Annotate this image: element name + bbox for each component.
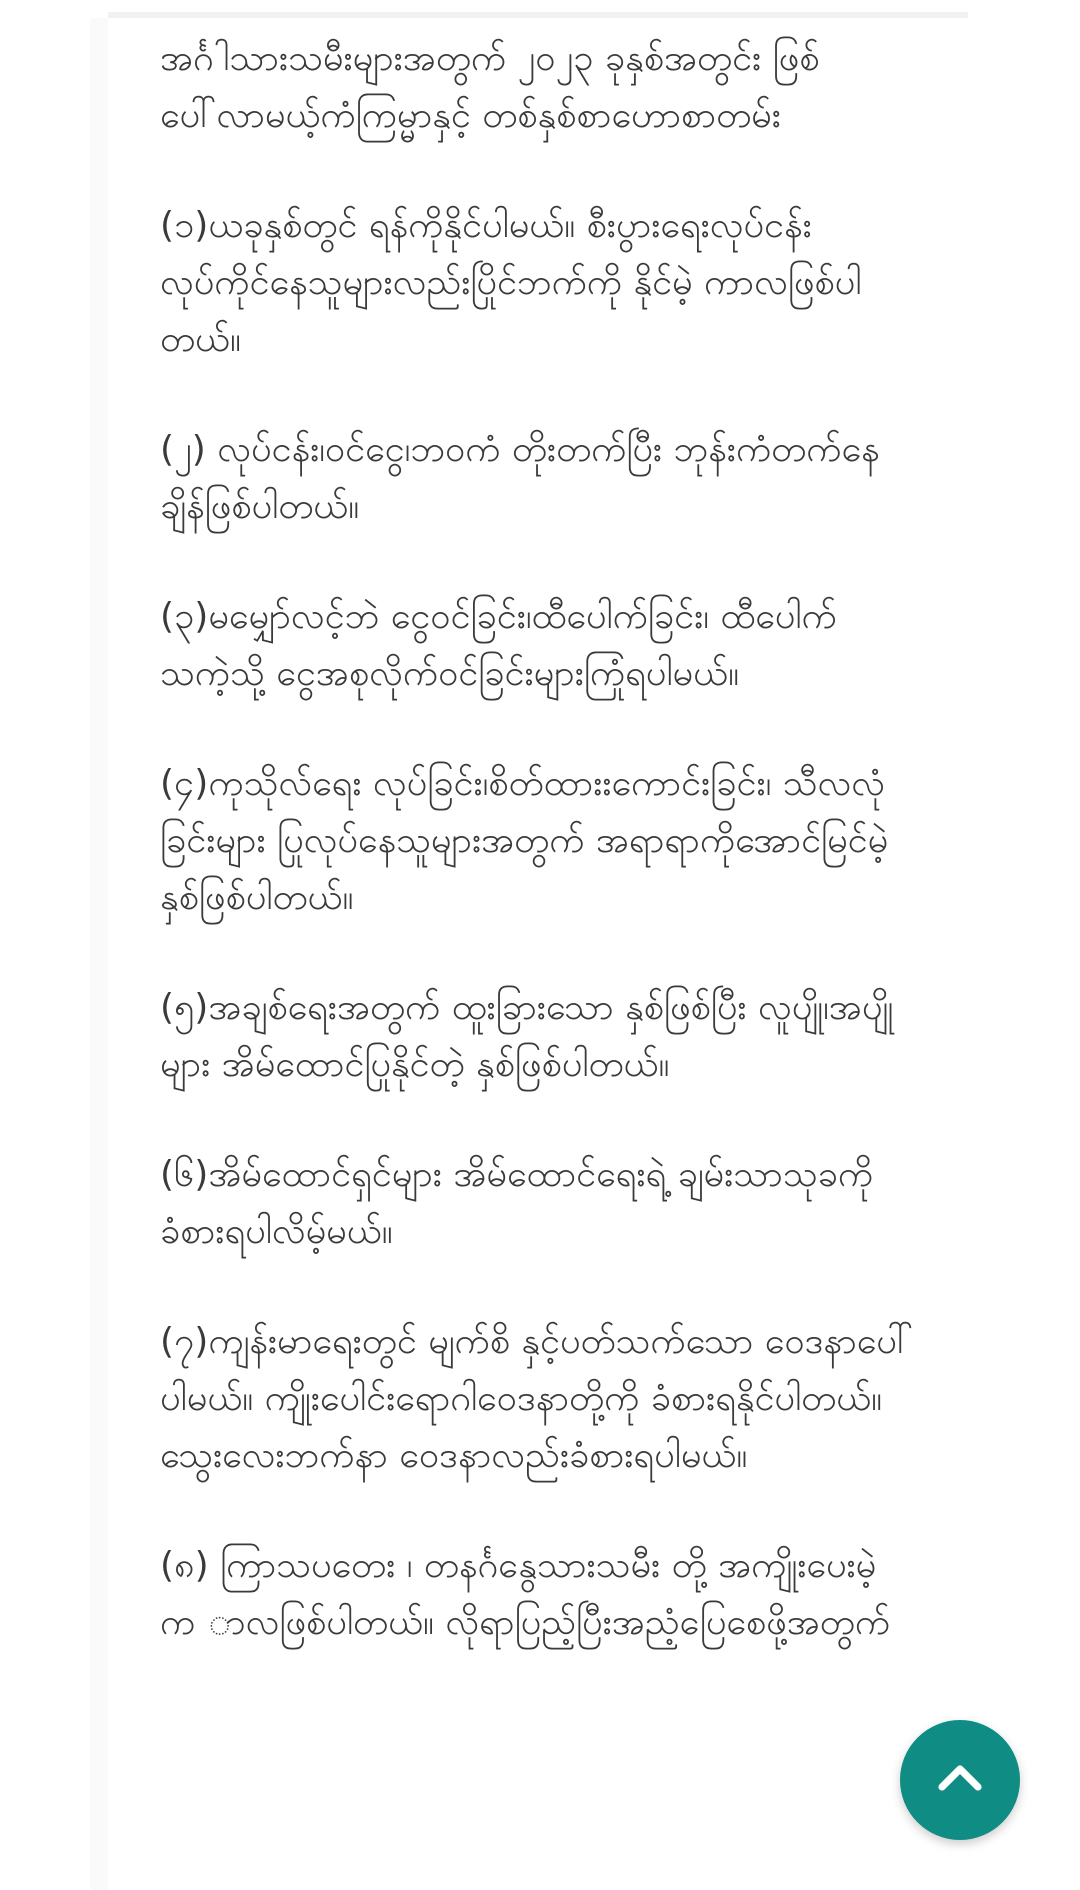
point-2: (၂) လုပ်ငန်း၊ဝင်ငွေ၊ဘဝကံ တိုးတက်ပြီး ဘုန်းကံတက်နေချိန်ဖြစ်ပါတယ်။: [160, 429, 880, 527]
point-4: (၄)ကုသိုလ်ရေး လုပ်ခြင်း၊စိတ်ထားးကောင်းခြင်း၊ သီလလုံခြင်းများ ပြုလုပ်နေသူများအတွက် အရာရာကိုအောင်မြင်မဲ့ နှစ်ဖြစ်ပါတယ်။: [160, 763, 889, 918]
article-title: အင်္ဂါသားသမီးများအတွက် ၂၀၂၃ ခုနှစ်အတွင်း ဖြစ်ပေါ်လာမယ့်ကံကြမ္မာနှင့် တစ်နှစ်စာဟောစာတမ်း: [160, 38, 820, 136]
left-gutter: [90, 18, 108, 1890]
article-content: [160, 30, 920, 1704]
point-7: (၇)ကျန်းမာရေးတွင် မျက်စိ နှင့်ပတ်သက်သော ဝေဒနာပေါ်ပါမယ်။ ကျိုးပေါင်းရောဂါဝေဒနာတို့ကို ခံစားရနိုင်ပါတယ်။ သွေးလေးဘက်နာ ဝေဒနာလည်းခံစားရပါမယ်။: [160, 1321, 914, 1476]
point-5: (၅)အချစ်ရေးအတွက် ထူးခြားသော နှစ်ဖြစ်ပြီး လူပျို၊အပျိုများ အိမ်ထောင်ပြုနိုင်တဲ့ နှစ်ဖြစ်ပါတယ်။: [160, 987, 894, 1085]
point-3: (၃)မမျှော်လင့်ဘဲ ငွေဝင်ခြင်း၊ထီပေါက်ခြင်း၊ ထီပေါက်သကဲ့သို့ ငွေအစုလိုက်ဝင်ခြင်းများကြုံရပါမယ်။: [160, 596, 837, 694]
chevron-up-icon: [933, 1751, 987, 1810]
scroll-to-top-button[interactable]: [900, 1720, 1020, 1840]
top-divider: [108, 12, 968, 18]
point-8: (၈) ကြာသပတေး ၊ တနင်္ဂနွေသားသမီး တို့ အကျိုးပေးမဲ့ က ာလဖြစ်ပါတယ်။ လိုရာပြည့်ပြီးအညံ့ပြေစေဖို့အတွက်: [160, 1545, 891, 1643]
point-6: (၆)အိမ်ထောင်ရှင်များ အိမ်ထောင်ရေးရဲ့ ချမ်းသာသုခကို ခံစားရပါလိမ့်မယ်။: [160, 1154, 874, 1252]
point-1: (၁)ယခုနှစ်တွင် ရန်ကိုနိုင်ပါမယ်။ စီးပွားရေးလုပ်ငန်းလုပ်ကိုင်နေသူများလည်းပြိုင်ဘက်ကို နိုင်မဲ့ ကာလဖြစ်ပါတယ်။: [160, 205, 862, 360]
